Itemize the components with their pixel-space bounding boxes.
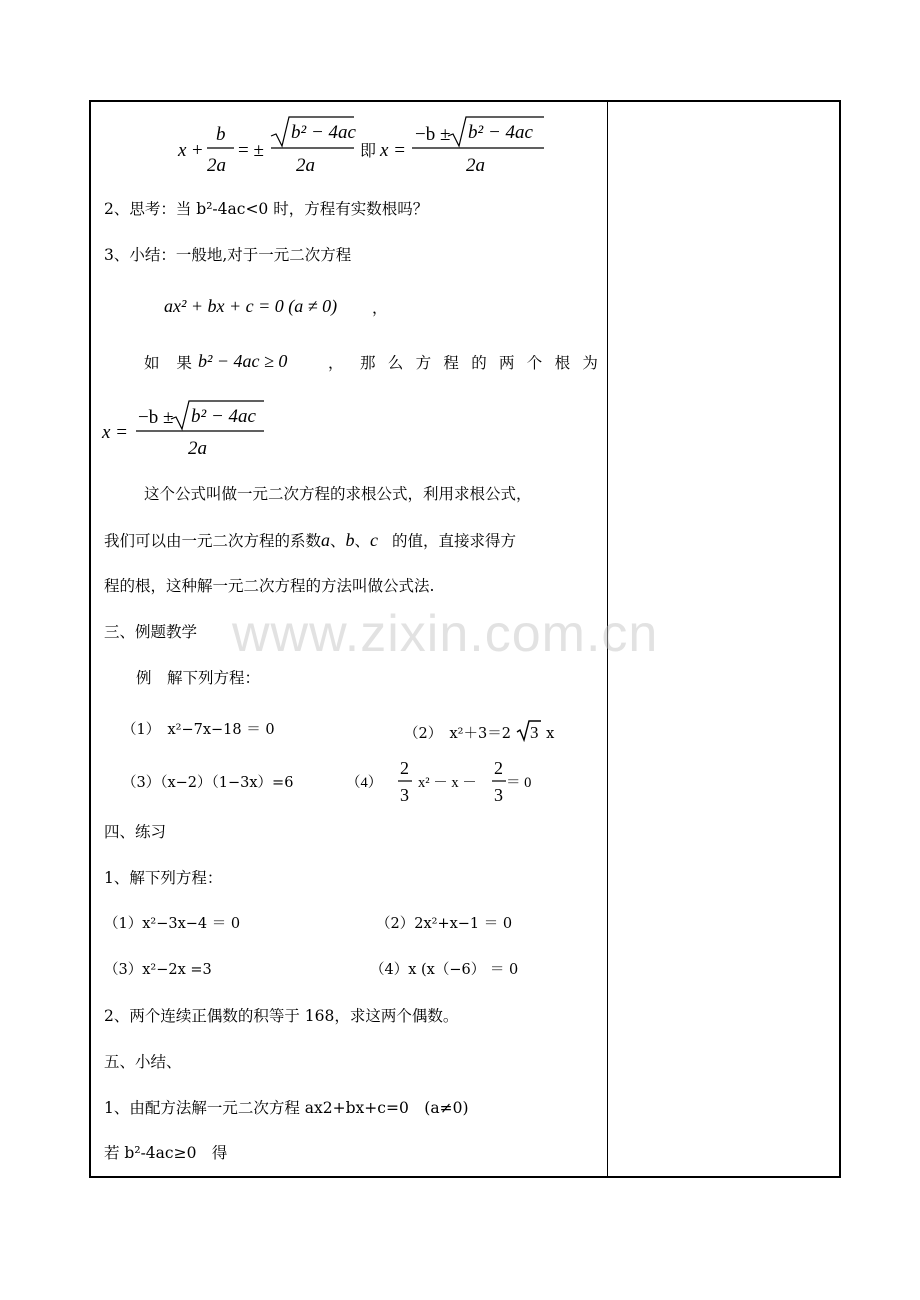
practice-1-title: 1、解下列方程： — [104, 869, 223, 887]
formula-paragraph-3: 程的根，这种解一元二次方程的方法叫做公式法. — [104, 577, 435, 595]
section-examples: 三、例题教学 — [104, 623, 198, 641]
completing-square-formula — [172, 112, 552, 178]
root-x-eq: x = — [102, 422, 129, 443]
formula-paragraph-2: 我们可以由一元二次方程的系数a、b、c 的值，直接求得方 — [104, 530, 517, 550]
svg-text:2: 2 — [494, 758, 503, 778]
practice-2: 2、两个连续正偶数的积等于 168，求这两个偶数。 — [104, 1007, 459, 1025]
sqrt3-symbol — [516, 720, 542, 742]
formula-x: x — [178, 140, 187, 161]
watermark: www.zixin.com.cn — [232, 605, 659, 663]
discriminant-condition: b² − 4ac ≥ 0 — [198, 351, 288, 371]
section-practice: 四、练习 — [104, 823, 167, 841]
example-4 — [346, 754, 556, 810]
frac3-denominator: 2a — [466, 155, 485, 176]
quadratic-root-formula — [100, 398, 270, 462]
example-title: 例 解下列方程： — [136, 669, 261, 687]
if-label: 如 果 — [144, 354, 198, 372]
summary-line-2: 若 b²-4ac≥0 得 — [104, 1144, 228, 1162]
sqrt-body: b² − 4ac — [291, 122, 356, 143]
condition-comma: ， — [328, 354, 344, 372]
practice-1-item-3: （3）x²−2x =3 — [104, 962, 212, 978]
formula-paragraph-1: 这个公式叫做一元二次方程的求根公式，利用求根公式， — [144, 485, 532, 503]
frac2-denominator: 2a — [296, 155, 315, 176]
general-equation: ax² + bx + c = 0 (a ≠ 0) — [164, 296, 338, 316]
root-neg-b-pm: −b ± — [138, 407, 174, 428]
example-3: （3）（x−2）（1−3x）=6 — [122, 775, 294, 791]
formula-eq-pm: = ± — [238, 140, 264, 161]
practice-1-item-1: （1）x²−3x−4 ＝ 0 — [104, 916, 241, 932]
roots-phrase: 那 么 方 程 的 两 个 根 为 — [360, 354, 598, 372]
svg-text:3: 3 — [529, 723, 539, 742]
summary-line-1: 1、由配方法解一元二次方程 ax2+bx+c=0 (a≠0) — [104, 1099, 469, 1117]
summary-intro: 3、小结：一般地,对于一元二次方程 — [104, 246, 352, 264]
svg-text:x² － x －: x² － x － — [418, 775, 477, 791]
svg-text:2: 2 — [400, 758, 409, 778]
think-question: 2、思考：当 b²-4ac<0 时，方程有实数根吗？ — [104, 200, 429, 218]
svg-text:3: 3 — [494, 785, 503, 805]
ji-label: 即 — [360, 141, 377, 160]
svg-text:（4）: （4） — [346, 775, 383, 791]
formula-x-eq: x = — [380, 140, 407, 161]
svg-text:3: 3 — [400, 785, 409, 805]
general-equation-comma: ， — [372, 299, 388, 317]
practice-1-item-4: （4）x (x（−6） ＝ 0 — [370, 962, 519, 978]
formula-plus: + — [192, 140, 203, 161]
svg-text:＝ 0: ＝ 0 — [506, 775, 532, 791]
root-denominator: 2a — [188, 438, 207, 459]
frac1-numerator: b — [216, 124, 226, 145]
frac1-denominator: 2a — [207, 155, 226, 176]
section-summary: 五、小结、 — [104, 1053, 182, 1071]
root-sqrt-body: b² − 4ac — [191, 406, 256, 427]
sqrt-body-2: b² − 4ac — [468, 122, 533, 143]
example-1: （1） x²−7x−18 ＝ 0 — [122, 722, 275, 738]
example-2: （2） x²＋3＝2 3 x — [404, 720, 554, 744]
practice-1-item-2: （2）2x²+x−1 ＝ 0 — [376, 916, 513, 932]
neg-b-pm: −b ± — [415, 124, 451, 145]
